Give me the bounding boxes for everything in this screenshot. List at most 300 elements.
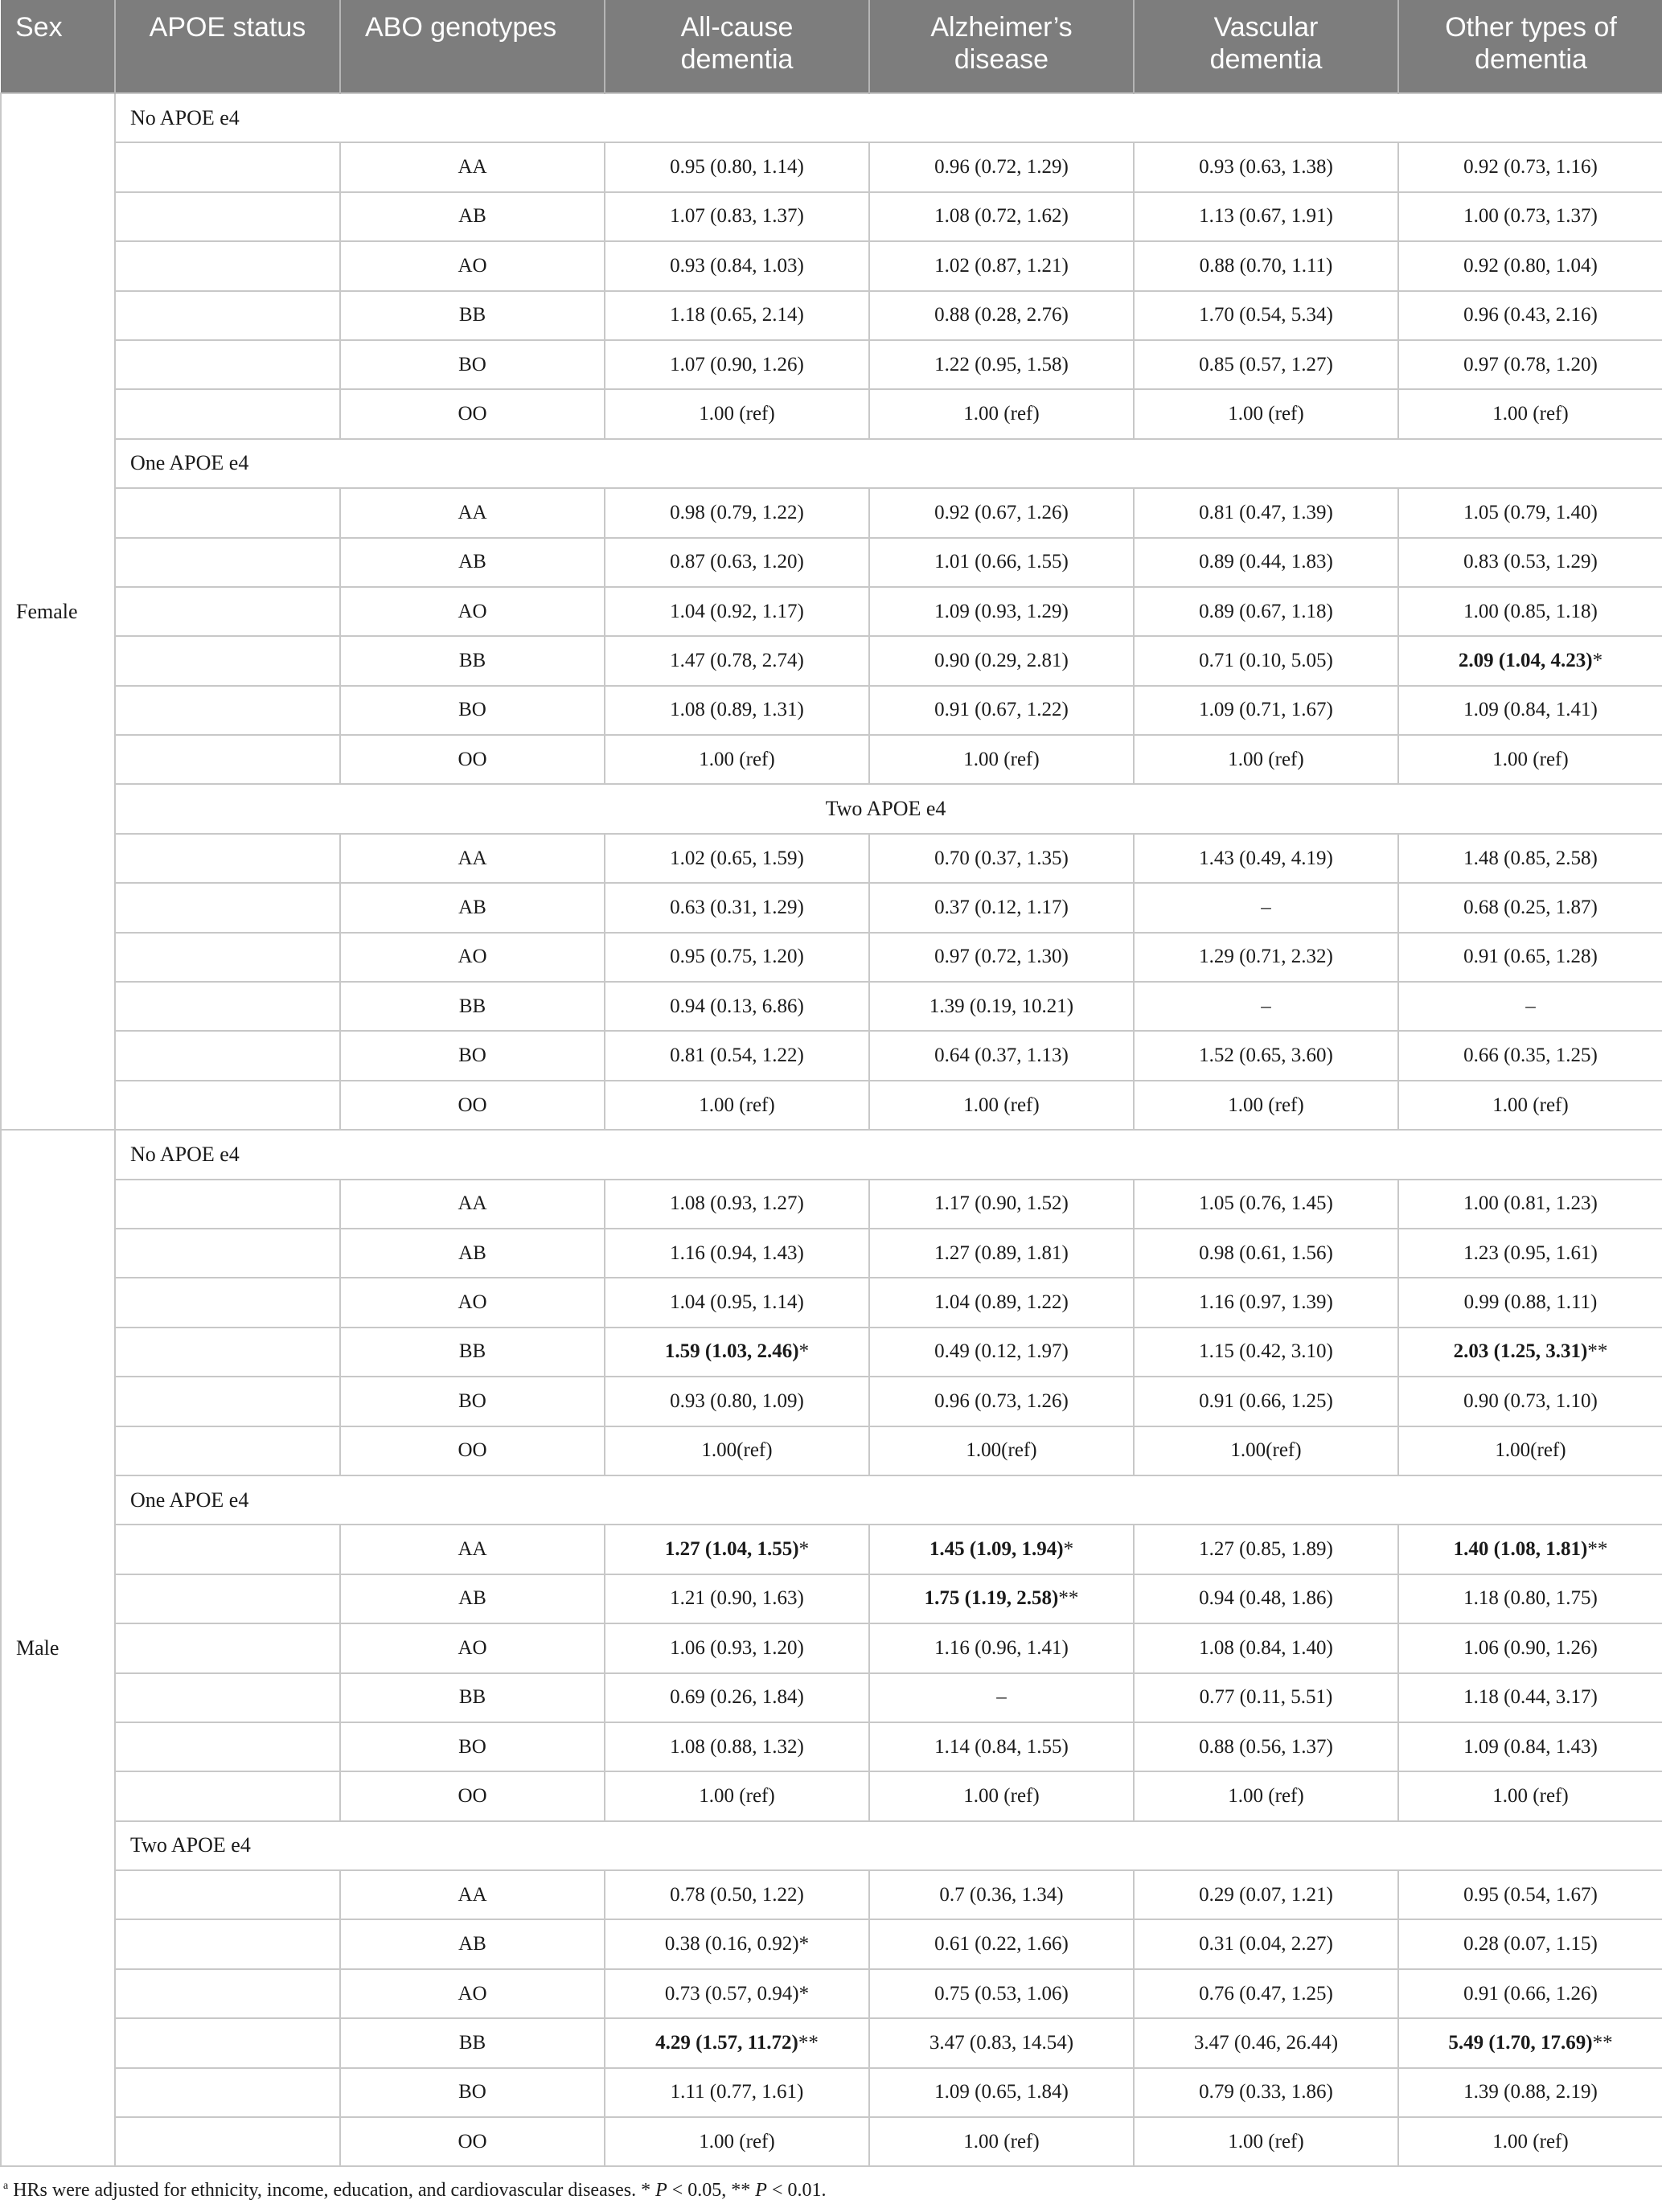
table-row: [1, 538, 1662, 587]
hr-value: 0.96 (0.73, 1.26): [934, 1389, 1069, 1412]
group-row: [1, 1130, 1662, 1179]
table-row: [1, 686, 1662, 735]
vascular-hr-cell: [1134, 1722, 1398, 1771]
abo-genotype-cell: BB: [340, 2018, 605, 2067]
empty-apoe-cell: [115, 1229, 340, 1278]
hr-value: 0.95 (0.54, 1.67): [1463, 1883, 1598, 1906]
vascular-hr-cell: [1134, 1278, 1398, 1327]
significance-marker: *: [798, 1340, 810, 1363]
header-other-dementia: [1398, 0, 1662, 93]
other-dementia-hr-cell: [1398, 1031, 1662, 1080]
empty-apoe-cell: [115, 1969, 340, 2018]
hr-value: 1.05 (0.79, 1.40): [1463, 501, 1598, 523]
empty-apoe-cell: [115, 142, 340, 191]
abo-genotype-cell: OO: [340, 1771, 605, 1820]
hr-value: 0.70 (0.37, 1.35): [934, 847, 1069, 869]
table-row: [1, 735, 1662, 784]
hr-value: 1.00(ref): [701, 1439, 773, 1462]
empty-apoe-cell: [115, 982, 340, 1031]
hr-value: 0.91 (0.66, 1.26): [1463, 1982, 1598, 2005]
abo-genotype-cell: BO: [340, 2068, 605, 2117]
abo-genotype-cell: AO: [340, 1623, 605, 1672]
other-dementia-hr-cell: [1398, 1870, 1662, 1919]
abo-genotype-cell: BO: [340, 686, 605, 735]
hr-value: 0.94 (0.13, 6.86): [670, 995, 804, 1017]
other-dementia-hr-cell: [1398, 142, 1662, 191]
hr-value: 1.08 (0.88, 1.32): [670, 1735, 804, 1758]
all-cause-hr-cell: [605, 1426, 869, 1475]
table-row: [1, 389, 1662, 438]
hr-value: 0.76 (0.47, 1.25): [1199, 1982, 1333, 2005]
other-dementia-hr-cell: [1398, 2068, 1662, 2117]
table-row: [1, 340, 1662, 389]
hr-value: 1.39 (0.88, 2.19): [1463, 2081, 1598, 2103]
hr-value: 1.48 (0.85, 2.58): [1463, 847, 1598, 869]
other-dementia-hr-cell: [1398, 1426, 1662, 1475]
table-row: [1, 192, 1662, 241]
hr-value: 0.71 (0.10, 5.05): [1199, 649, 1333, 671]
table-row: [1, 982, 1662, 1031]
hr-value: 0.90 (0.29, 2.81): [934, 649, 1069, 671]
hr-value: 1.06 (0.93, 1.20): [670, 1636, 804, 1659]
hr-value: 1.52 (0.65, 3.60): [1199, 1044, 1333, 1067]
header-abo-genotypes: ABO genotypes: [340, 0, 605, 93]
alzheimers-hr-cell: [869, 933, 1134, 982]
hr-value: 3.47 (0.83, 14.54): [929, 2031, 1074, 2054]
header-alzheimers-line2: disease: [954, 44, 1049, 75]
empty-apoe-cell: [115, 1870, 340, 1919]
hr-value: 0.69 (0.26, 1.84): [670, 1686, 804, 1709]
other-dementia-hr-cell: [1398, 340, 1662, 389]
hr-value: 1.00(ref): [1230, 1439, 1302, 1462]
hr-value: 4.29 (1.57, 11.72): [655, 2031, 798, 2054]
abo-genotype-cell: OO: [340, 389, 605, 438]
alzheimers-hr-cell: [869, 1574, 1134, 1623]
hr-value: 1.04 (0.89, 1.22): [934, 1291, 1069, 1314]
hr-value: 1.09 (0.93, 1.29): [934, 600, 1069, 622]
abo-genotype-cell: BB: [340, 636, 605, 685]
sex-cell: Male: [1, 1130, 115, 2166]
table-row: [1, 933, 1662, 982]
hr-value: 1.00 (ref): [699, 2130, 775, 2152]
hr-value: 0.90 (0.73, 1.10): [1463, 1389, 1598, 1412]
abo-genotype-cell: BO: [340, 340, 605, 389]
table-row: [1, 241, 1662, 290]
all-cause-hr-cell: [605, 1081, 869, 1130]
empty-apoe-cell: [115, 192, 340, 241]
hr-value: 1.47 (0.78, 2.74): [670, 649, 804, 671]
empty-apoe-cell: [115, 1525, 340, 1574]
hr-value: 1.18 (0.65, 2.14): [670, 304, 804, 326]
abo-genotype-cell: OO: [340, 1426, 605, 1475]
footnote-t2: < 0.01.: [766, 2180, 827, 2202]
vascular-hr-cell: [1134, 2018, 1398, 2067]
vascular-hr-cell: [1134, 982, 1398, 1031]
all-cause-hr-cell: [605, 2018, 869, 2067]
group-row: [1, 1821, 1662, 1870]
hr-value: 1.02 (0.65, 1.59): [670, 847, 804, 869]
hr-value: 0.91 (0.67, 1.22): [934, 699, 1069, 721]
hr-value: 1.13 (0.67, 1.91): [1199, 205, 1333, 228]
vascular-hr-cell: [1134, 1031, 1398, 1080]
vascular-hr-cell: [1134, 735, 1398, 784]
alzheimers-hr-cell: [869, 538, 1134, 587]
table-row: [1, 291, 1662, 340]
hr-value: 1.16 (0.94, 1.43): [670, 1241, 804, 1264]
hr-value: 0.64 (0.37, 1.13): [934, 1044, 1069, 1067]
other-dementia-hr-cell: [1398, 538, 1662, 587]
abo-genotype-cell: AB: [340, 1919, 605, 1968]
hr-value: 1.00 (ref): [963, 748, 1040, 770]
hr-value: 1.04 (0.92, 1.17): [670, 600, 804, 622]
empty-apoe-cell: [115, 636, 340, 685]
hr-value: 0.38 (0.16, 0.92)*: [664, 1933, 810, 1956]
empty-apoe-cell: [115, 1328, 340, 1377]
abo-genotype-cell: AA: [340, 1180, 605, 1229]
alzheimers-hr-cell: [869, 241, 1134, 290]
all-cause-hr-cell: [605, 1031, 869, 1080]
abo-genotype-cell: AB: [340, 192, 605, 241]
vascular-hr-cell: [1134, 1081, 1398, 1130]
group-row: [1, 1475, 1662, 1525]
hr-value: 1.00(ref): [1495, 1439, 1566, 1462]
table-row: [1, 883, 1662, 932]
hr-value: 1.22 (0.95, 1.58): [934, 353, 1069, 376]
empty-apoe-cell: [115, 1722, 340, 1771]
hr-value: 2.03 (1.25, 3.31): [1453, 1340, 1588, 1363]
table-row: [1, 1525, 1662, 1574]
table-row: [1, 1574, 1662, 1623]
alzheimers-hr-cell: [869, 1377, 1134, 1426]
hr-value: 0.92 (0.80, 1.04): [1463, 254, 1598, 277]
other-dementia-hr-cell: [1398, 488, 1662, 537]
hr-value: 1.15 (0.42, 3.10): [1199, 1340, 1333, 1363]
other-dementia-hr-cell: [1398, 982, 1662, 1031]
hr-value: 1.39 (0.19, 10.21): [929, 995, 1074, 1017]
alzheimers-hr-cell: [869, 2068, 1134, 2117]
other-dementia-hr-cell: [1398, 1180, 1662, 1229]
table-row: [1, 1278, 1662, 1327]
all-cause-hr-cell: [605, 587, 869, 636]
all-cause-hr-cell: [605, 1722, 869, 1771]
hr-value: –: [996, 1686, 1007, 1709]
hr-value: 1.00(ref): [966, 1439, 1037, 1462]
all-cause-hr-cell: [605, 1229, 869, 1278]
apoe-group-label: One APOE e4: [115, 1475, 1662, 1525]
vascular-hr-cell: [1134, 1574, 1398, 1623]
all-cause-hr-cell: [605, 1673, 869, 1722]
hr-value: 1.00 (ref): [1492, 1784, 1569, 1807]
abo-genotype-cell: OO: [340, 2117, 605, 2166]
hr-value: 0.93 (0.80, 1.09): [670, 1389, 804, 1412]
all-cause-hr-cell: [605, 538, 869, 587]
apoe-group-label: No APOE e4: [115, 93, 1662, 142]
table-header: [1, 0, 1662, 93]
table-row: [1, 1771, 1662, 1820]
alzheimers-hr-cell: [869, 1771, 1134, 1820]
hr-value: 0.91 (0.65, 1.28): [1463, 946, 1598, 968]
abo-genotype-cell: AA: [340, 834, 605, 883]
all-cause-hr-cell: [605, 2117, 869, 2166]
hr-value: 0.92 (0.73, 1.16): [1463, 156, 1598, 179]
table-row: [1, 1229, 1662, 1278]
footnote-marker: a: [3, 2180, 9, 2193]
hr-value: 1.00 (ref): [1228, 403, 1304, 425]
hr-value: 1.09 (0.71, 1.67): [1199, 699, 1333, 721]
other-dementia-hr-cell: [1398, 192, 1662, 241]
hr-value: 0.93 (0.84, 1.03): [670, 254, 804, 277]
all-cause-hr-cell: [605, 1623, 869, 1672]
alzheimers-hr-cell: [869, 488, 1134, 537]
all-cause-hr-cell: [605, 1919, 869, 1968]
table-row: [1, 2018, 1662, 2067]
header-alzheimers-line1: Alzheimer’s: [930, 12, 1073, 43]
footnote-text: HRs were adjusted for ethnicity, income, education, and cardiovascular diseases. *: [13, 2180, 656, 2202]
significance-marker: **: [1592, 2031, 1613, 2054]
hr-value: 1.43 (0.49, 4.19): [1199, 847, 1333, 869]
all-cause-hr-cell: [605, 1870, 869, 1919]
significance-marker: **: [1058, 1587, 1079, 1610]
empty-apoe-cell: [115, 1081, 340, 1130]
hr-value: 0.61 (0.22, 1.66): [934, 1933, 1069, 1956]
all-cause-hr-cell: [605, 982, 869, 1031]
empty-apoe-cell: [115, 1031, 340, 1080]
hr-value: 1.29 (0.71, 2.32): [1199, 946, 1333, 968]
hr-value: 0.31 (0.04, 2.27): [1199, 1933, 1333, 1956]
hr-value: 0.28 (0.07, 1.15): [1463, 1933, 1598, 1956]
abo-genotype-cell: AA: [340, 1870, 605, 1919]
table-row: [1, 142, 1662, 191]
footnote-p1: P: [655, 2180, 667, 2202]
alzheimers-hr-cell: [869, 883, 1134, 932]
hr-value: 1.08 (0.93, 1.27): [670, 1192, 804, 1215]
alzheimers-hr-cell: [869, 1722, 1134, 1771]
vascular-hr-cell: [1134, 1623, 1398, 1672]
empty-apoe-cell: [115, 735, 340, 784]
hr-value: 0.91 (0.66, 1.25): [1199, 1389, 1333, 1412]
table-row: [1, 1377, 1662, 1426]
sex-cell: Female: [1, 93, 115, 1130]
other-dementia-hr-cell: [1398, 1377, 1662, 1426]
hr-value: 0.88 (0.56, 1.37): [1199, 1735, 1333, 1758]
alzheimers-hr-cell: [869, 142, 1134, 191]
hr-value: 0.66 (0.35, 1.25): [1463, 1044, 1598, 1067]
table-row: [1, 1722, 1662, 1771]
alzheimers-hr-cell: [869, 1919, 1134, 1968]
hr-value: 1.16 (0.97, 1.39): [1199, 1291, 1333, 1314]
all-cause-hr-cell: [605, 1525, 869, 1574]
other-dementia-hr-cell: [1398, 241, 1662, 290]
hr-value: 0.98 (0.61, 1.56): [1199, 1241, 1333, 1264]
all-cause-hr-cell: [605, 636, 869, 685]
hr-value: 0.95 (0.75, 1.20): [670, 946, 804, 968]
empty-apoe-cell: [115, 1278, 340, 1327]
abo-genotype-cell: OO: [340, 1081, 605, 1130]
hr-value: 1.21 (0.90, 1.63): [670, 1587, 804, 1610]
alzheimers-hr-cell: [869, 834, 1134, 883]
vascular-hr-cell: [1134, 142, 1398, 191]
empty-apoe-cell: [115, 1673, 340, 1722]
hr-value: –: [1525, 995, 1536, 1017]
vascular-hr-cell: [1134, 192, 1398, 241]
vascular-hr-cell: [1134, 933, 1398, 982]
vascular-hr-cell: [1134, 587, 1398, 636]
hr-value: 1.27 (0.89, 1.81): [934, 1241, 1069, 1264]
all-cause-hr-cell: [605, 241, 869, 290]
all-cause-hr-cell: [605, 1180, 869, 1229]
alzheimers-hr-cell: [869, 1870, 1134, 1919]
hr-value: 3.47 (0.46, 26.44): [1193, 2031, 1339, 2054]
hr-value: 1.00 (0.73, 1.37): [1463, 205, 1598, 228]
other-dementia-hr-cell: [1398, 1673, 1662, 1722]
other-dementia-hr-cell: [1398, 389, 1662, 438]
hr-value: 0.49 (0.12, 1.97): [934, 1340, 1069, 1363]
all-cause-hr-cell: [605, 340, 869, 389]
table-row: [1, 1969, 1662, 2018]
hr-value: 0.89 (0.44, 1.83): [1199, 551, 1333, 573]
abo-genotype-cell: AB: [340, 883, 605, 932]
vascular-hr-cell: [1134, 1426, 1398, 1475]
hr-value: 0.97 (0.72, 1.30): [934, 946, 1069, 968]
vascular-hr-cell: [1134, 1229, 1398, 1278]
all-cause-hr-cell: [605, 883, 869, 932]
vascular-hr-cell: [1134, 2068, 1398, 2117]
alzheimers-hr-cell: [869, 2018, 1134, 2067]
hr-value: 0.93 (0.63, 1.38): [1199, 156, 1333, 179]
other-dementia-hr-cell: [1398, 1969, 1662, 2018]
other-dementia-hr-cell: [1398, 1623, 1662, 1672]
hr-value: 1.00 (ref): [699, 1784, 775, 1807]
table-row: [1, 2068, 1662, 2117]
vascular-hr-cell: [1134, 883, 1398, 932]
hr-value: 1.00 (ref): [1228, 1784, 1304, 1807]
hr-value: 1.18 (0.44, 3.17): [1463, 1686, 1598, 1709]
all-cause-hr-cell: [605, 1278, 869, 1327]
hr-value: 1.00 (ref): [1492, 403, 1569, 425]
hr-value: 1.27 (1.04, 1.55): [664, 1538, 799, 1561]
table-body: [1, 93, 1662, 2166]
hr-value: 1.17 (0.90, 1.52): [934, 1192, 1069, 1215]
hr-value: 0.97 (0.78, 1.20): [1463, 353, 1598, 376]
all-cause-hr-cell: [605, 1328, 869, 1377]
hr-value: –: [1261, 896, 1271, 918]
alzheimers-hr-cell: [869, 982, 1134, 1031]
alzheimers-hr-cell: [869, 1031, 1134, 1080]
hr-value: 1.08 (0.84, 1.40): [1199, 1636, 1333, 1659]
empty-apoe-cell: [115, 2068, 340, 2117]
hr-value: 0.37 (0.12, 1.17): [934, 896, 1069, 918]
significance-marker: *: [1592, 649, 1603, 671]
hr-value: 0.73 (0.57, 0.94)*: [664, 1982, 810, 2005]
all-cause-hr-cell: [605, 1771, 869, 1820]
empty-apoe-cell: [115, 686, 340, 735]
all-cause-hr-cell: [605, 686, 869, 735]
hr-value: 0.81 (0.47, 1.39): [1199, 501, 1333, 523]
hr-value: 1.00 (0.85, 1.18): [1463, 600, 1598, 622]
hr-value: 1.27 (0.85, 1.89): [1199, 1538, 1333, 1561]
abo-genotype-cell: AO: [340, 241, 605, 290]
header-all-cause-dementia: [605, 0, 869, 93]
hr-value: 1.00 (ref): [963, 2130, 1040, 2152]
abo-genotype-cell: AO: [340, 1969, 605, 2018]
empty-apoe-cell: [115, 834, 340, 883]
significance-marker: **: [1587, 1538, 1608, 1561]
table-row: [1, 1870, 1662, 1919]
alzheimers-hr-cell: [869, 1180, 1134, 1229]
empty-apoe-cell: [115, 1180, 340, 1229]
header-apoe-status: APOE status: [115, 0, 340, 93]
hr-value: 0.96 (0.72, 1.29): [934, 156, 1069, 179]
table-row: [1, 1623, 1662, 1672]
hr-value: 1.16 (0.96, 1.41): [934, 1636, 1069, 1659]
abo-genotype-cell: BB: [340, 291, 605, 340]
vascular-hr-cell: [1134, 241, 1398, 290]
vascular-hr-cell: [1134, 636, 1398, 685]
header-vascular-line1: Vascular: [1213, 12, 1319, 43]
hr-value: 1.45 (1.09, 1.94): [929, 1538, 1064, 1561]
alzheimers-hr-cell: [869, 587, 1134, 636]
group-row: [1, 93, 1662, 142]
hr-value: 0.95 (0.80, 1.14): [670, 156, 804, 179]
abo-genotype-cell: AB: [340, 1229, 605, 1278]
hr-value: 1.40 (1.08, 1.81): [1453, 1538, 1588, 1561]
hr-value: 0.99 (0.88, 1.11): [1463, 1291, 1598, 1314]
vascular-hr-cell: [1134, 686, 1398, 735]
abo-genotype-cell: AA: [340, 142, 605, 191]
hr-value: 0.87 (0.63, 1.20): [670, 551, 804, 573]
hr-value: 0.85 (0.57, 1.27): [1199, 353, 1333, 376]
hr-value: 1.02 (0.87, 1.21): [934, 254, 1069, 277]
hr-value: 2.09 (1.04, 4.23): [1458, 649, 1593, 671]
alzheimers-hr-cell: [869, 686, 1134, 735]
alzheimers-hr-cell: [869, 291, 1134, 340]
vascular-hr-cell: [1134, 1919, 1398, 1968]
hr-value: 1.09 (0.84, 1.41): [1463, 699, 1598, 721]
hr-value: 1.00 (ref): [699, 403, 775, 425]
hr-value: 0.94 (0.48, 1.86): [1199, 1587, 1333, 1610]
other-dementia-hr-cell: [1398, 686, 1662, 735]
vascular-hr-cell: [1134, 834, 1398, 883]
other-dementia-hr-cell: [1398, 1081, 1662, 1130]
table-row: [1, 834, 1662, 883]
table-row: [1, 2117, 1662, 2166]
hr-value: 0.89 (0.67, 1.18): [1199, 600, 1333, 622]
empty-apoe-cell: [115, 1771, 340, 1820]
vascular-hr-cell: [1134, 1328, 1398, 1377]
empty-apoe-cell: [115, 2117, 340, 2166]
hr-value: 0.29 (0.07, 1.21): [1199, 1883, 1333, 1906]
significance-marker: *: [798, 1538, 810, 1561]
alzheimers-hr-cell: [869, 1623, 1134, 1672]
significance-marker: **: [1587, 1340, 1608, 1363]
hr-value: 0.7 (0.36, 1.34): [939, 1883, 1064, 1906]
abo-genotype-cell: BB: [340, 982, 605, 1031]
hr-value: 0.81 (0.54, 1.22): [670, 1044, 804, 1067]
vascular-hr-cell: [1134, 1525, 1398, 1574]
alzheimers-hr-cell: [869, 192, 1134, 241]
table-row: [1, 587, 1662, 636]
significance-marker: *: [1063, 1538, 1074, 1561]
hr-value: –: [1261, 995, 1271, 1017]
hr-value: 0.77 (0.11, 5.51): [1199, 1686, 1333, 1709]
all-cause-hr-cell: [605, 735, 869, 784]
all-cause-hr-cell: [605, 389, 869, 438]
hr-value: 1.00 (0.81, 1.23): [1463, 1192, 1598, 1215]
hr-value: 1.07 (0.90, 1.26): [670, 353, 804, 376]
empty-apoe-cell: [115, 538, 340, 587]
other-dementia-hr-cell: [1398, 1771, 1662, 1820]
other-dementia-hr-cell: [1398, 834, 1662, 883]
